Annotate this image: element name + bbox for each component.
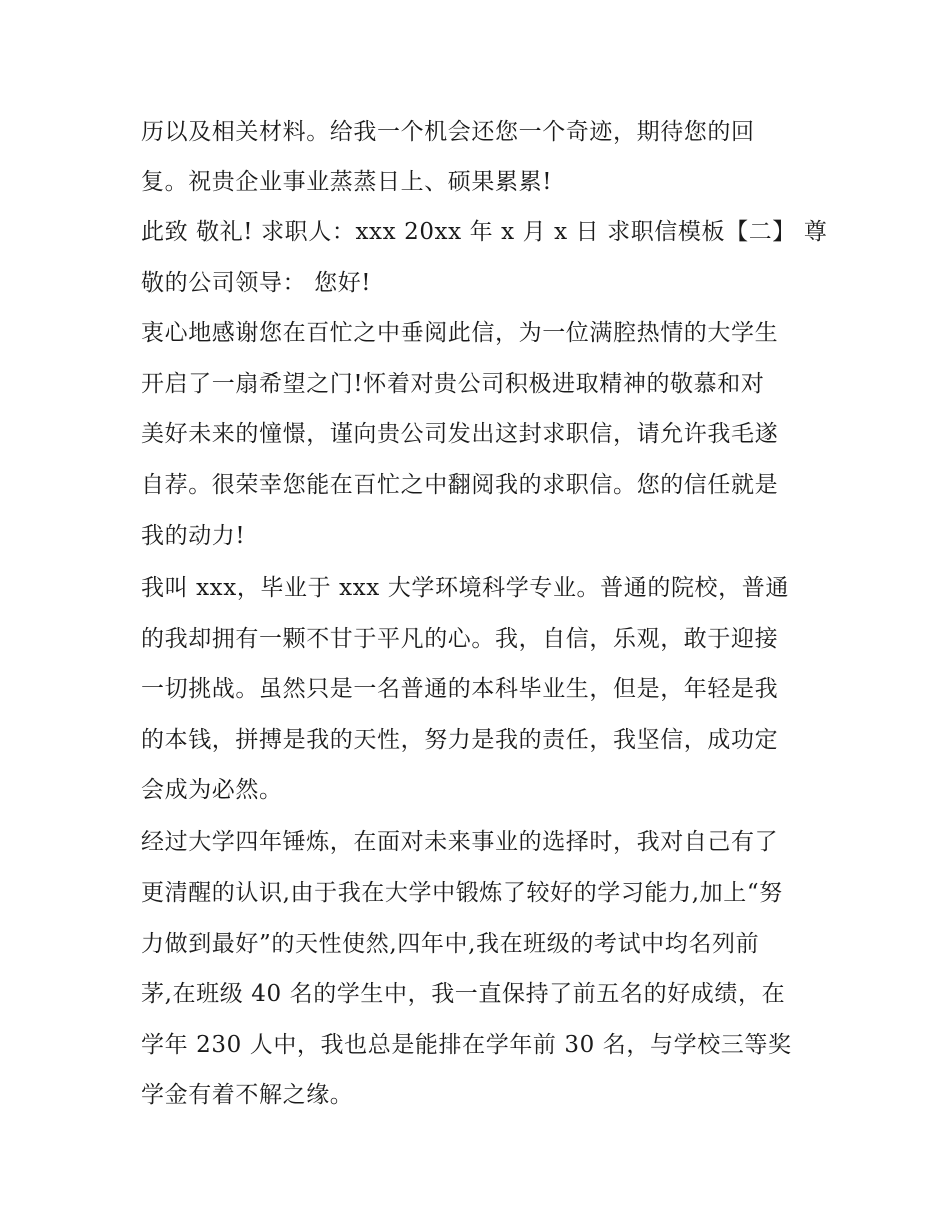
- text-line: 力做到最好”的天性使然,四年中,我在班级的考试中均名列前: [141, 931, 760, 957]
- text-line: 复。祝贵企业事业蒸蒸日上、硕果累累!: [141, 169, 553, 195]
- text-line: 一切挑战。虽然只是一名普通的本科毕业生，但是，年轻是我: [141, 676, 779, 702]
- text-line: 的本钱，拼搏是我的天性，努力是我的责任，我坚信，成功定: [141, 727, 779, 753]
- text-line: 自荐。很荣幸您能在百忙之中翻阅我的求职信。您的信任就是: [141, 472, 779, 498]
- text-line: 敬的公司领导： 您好!: [141, 270, 372, 296]
- text-line: 此致 敬礼! 求职人：xxx 20xx 年 x 月 x 日 求职信模板【二】 尊: [141, 219, 828, 245]
- text-line: 经过大学四年锤炼，在面对未来事业的选择时，我对自己有了: [141, 829, 779, 855]
- text-line: 学金有着不解之缘。: [141, 1082, 354, 1108]
- text-line: 茅,在班级 40 名的学生中，我一直保持了前五名的好成绩，在: [141, 981, 786, 1007]
- text-line: 历以及相关材料。给我一个机会还您一个奇迹，期待您的回: [141, 119, 755, 145]
- text-line: 开启了一扇希望之门!怀着对贵公司积极进取精神的敬慕和对: [141, 371, 765, 397]
- text-line: 我的动力!: [141, 523, 246, 549]
- text-line: 衷心地感谢您在百忙之中垂阅此信，为一位满腔热情的大学生: [141, 320, 779, 346]
- text-line: 我叫 xxx，毕业于 xxx 大学环境科学专业。普通的院校，普通: [141, 575, 789, 601]
- text-line: 的我却拥有一颗不甘于平凡的心。我，自信，乐观，敢于迎接: [141, 626, 779, 652]
- text-line: 会成为必然。: [141, 777, 283, 803]
- text-line: 美好未来的憧憬，谨向贵公司发出这封求职信，请允许我毛遂: [141, 421, 779, 447]
- text-line: 学年 230 人中，我也总是能排在学年前 30 名，与学校三等奖: [141, 1032, 792, 1058]
- text-line: 更清醒的认识,由于我在大学中锻炼了较好的学习能力,加上“努: [141, 880, 783, 906]
